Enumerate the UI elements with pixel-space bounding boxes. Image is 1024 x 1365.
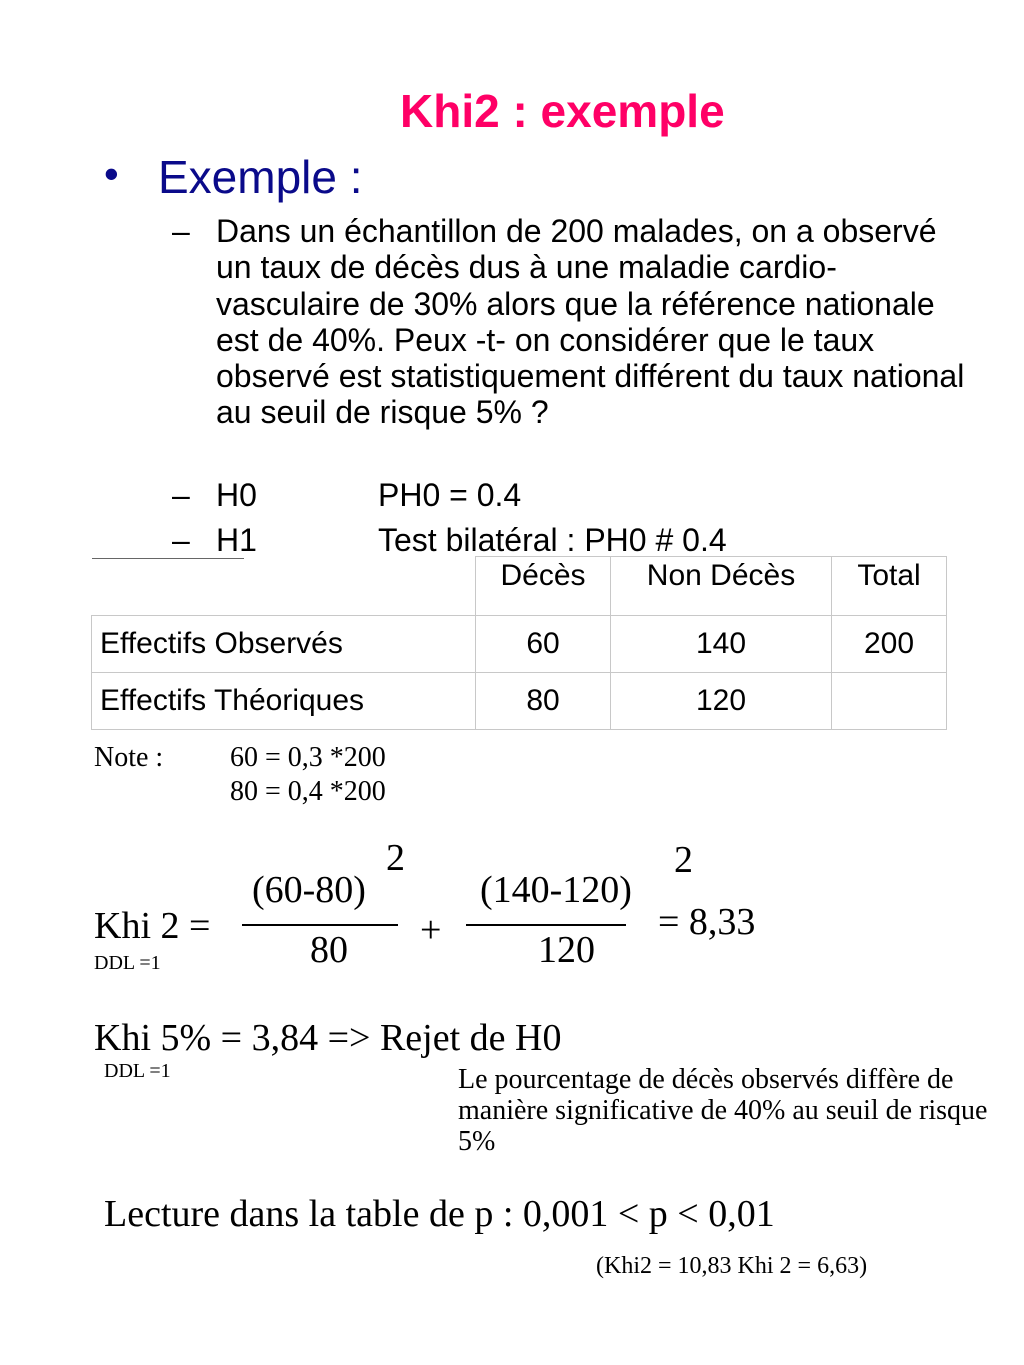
fraction-exponent: 2 xyxy=(674,839,693,881)
table-cell: Effectifs Observés xyxy=(92,616,476,673)
frequency-table xyxy=(91,556,947,730)
table-cell: Effectifs Théoriques xyxy=(92,673,476,730)
fraction-numerator: (60-80) xyxy=(252,869,366,911)
table-header-row xyxy=(92,557,947,616)
degrees-of-freedom: DDL =1 xyxy=(104,1060,171,1082)
table-header-cell: Décès xyxy=(476,557,611,616)
fraction-bar xyxy=(242,924,398,926)
fraction-numerator: (140-120) xyxy=(480,869,632,911)
table-header-cell: Non Décès xyxy=(611,557,832,616)
hypothesis-h0-value: PH0 = 0.4 xyxy=(378,477,522,513)
p-value-reading: Lecture dans la table de p : 0,001 < p < 0,01 xyxy=(104,1193,775,1235)
hypothesis-h1-label: H1 xyxy=(216,522,257,558)
bullet-marker: • xyxy=(104,150,119,197)
degrees-of-freedom: DDL =1 xyxy=(94,952,161,974)
bullet-heading: Exemple : xyxy=(158,151,363,203)
formula-label: Khi 2 = xyxy=(94,905,211,947)
plus-sign: + xyxy=(420,909,442,951)
dash-marker: – xyxy=(172,477,190,513)
table-cell: 60 xyxy=(476,616,611,673)
slide-title: Khi2 : exemple xyxy=(400,85,725,137)
fraction-denominator: 120 xyxy=(538,929,595,971)
table-cell: 200 xyxy=(832,616,947,673)
fraction-exponent: 2 xyxy=(386,837,405,879)
table-cell xyxy=(832,673,947,730)
table-cell: 80 xyxy=(476,673,611,730)
table-row xyxy=(92,616,947,673)
hypothesis-h1-value: Test bilatéral : PH0 # 0.4 xyxy=(378,522,727,558)
table-row xyxy=(92,673,947,730)
fraction-bar xyxy=(466,924,626,926)
conclusion-text: Le pourcentage de décès observés diffère de manière significative de 40% au seuil de risque 5% xyxy=(458,1064,988,1157)
table-cell: 120 xyxy=(611,673,832,730)
note-label: Note : xyxy=(94,742,164,773)
critical-value-statement: Khi 5% = 3,84 => Rejet de H0 xyxy=(94,1017,562,1059)
hypothesis-h0-label: H0 xyxy=(216,477,257,513)
table-cell: 140 xyxy=(611,616,832,673)
note-line: 60 = 0,3 *200 xyxy=(230,742,386,773)
critical-values-note: (Khi2 = 10,83 Khi 2 = 6,63) xyxy=(596,1253,868,1279)
dash-marker: – xyxy=(172,213,190,249)
problem-statement: Dans un échantillon de 200 malades, on a observé un taux de décès dus à une maladie cardio-vasculaire de 30% alors que la référence nationale est de 40%. Peux -t- on considérer que le taux observé est statistiquement différent du taux national au seuil de risque 5% ? xyxy=(216,213,965,431)
note-line: 80 = 0,4 *200 xyxy=(230,776,386,807)
fraction-denominator: 80 xyxy=(310,929,348,971)
dash-marker: – xyxy=(172,522,190,558)
table-header-cell xyxy=(92,557,476,616)
table-header-cell: Total xyxy=(832,557,947,616)
formula-result: = 8,33 xyxy=(658,901,756,943)
